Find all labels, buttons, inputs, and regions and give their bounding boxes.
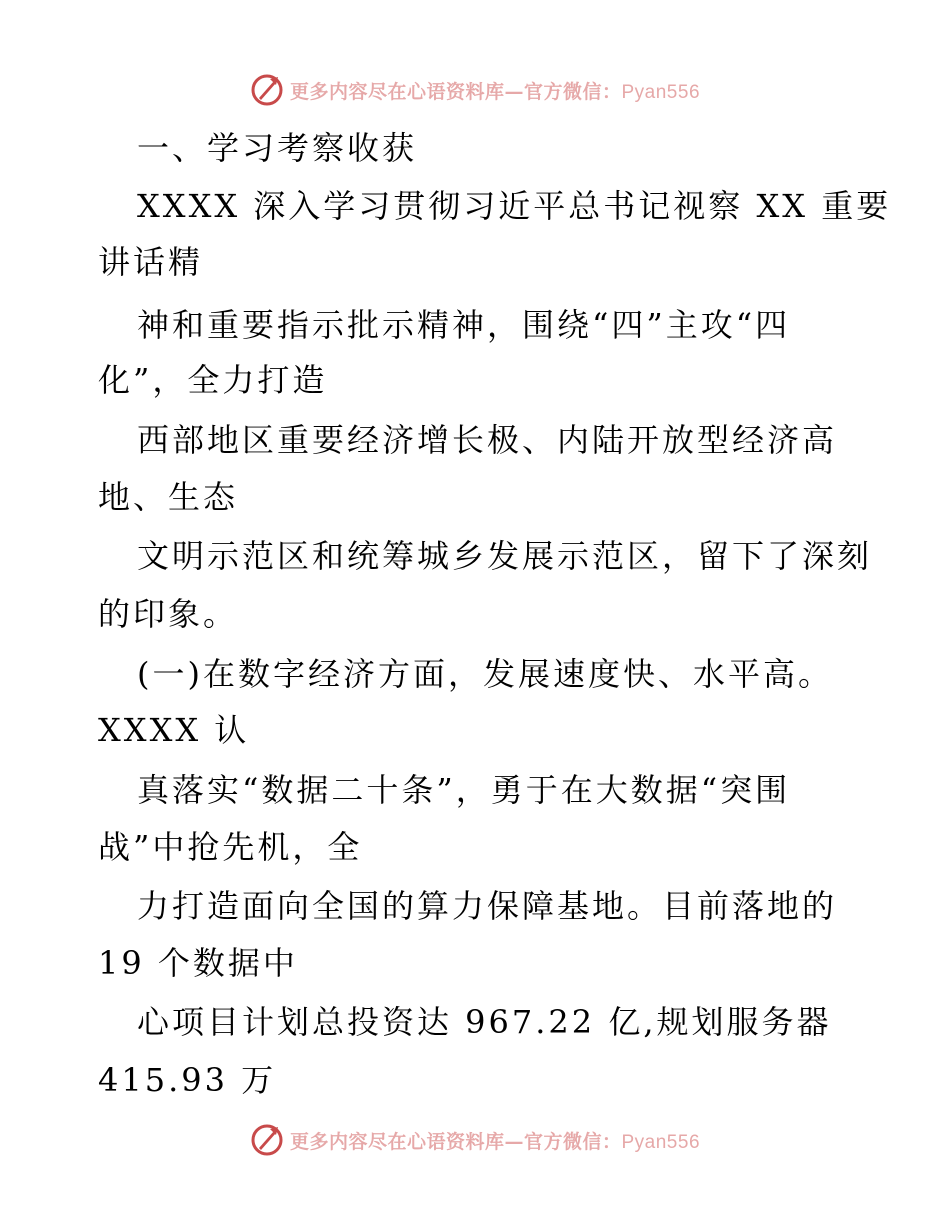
paragraph-line: XXXX 深入学习贯彻习近平总书记视察 XX 重要	[137, 187, 892, 225]
watermark-separator: —	[504, 1130, 524, 1153]
quill-logo-icon	[250, 1123, 284, 1157]
paragraph-line: 力打造面向全国的算力保障基地。目前落地的	[137, 887, 838, 925]
watermark-official-label: 官方微信：	[523, 1130, 622, 1153]
paragraph-line: 化”，全力打造	[98, 361, 328, 399]
watermark-footer	[0, 1120, 950, 1160]
paragraph-line: 真落实“数据二十条”，勇于在大数据“突围	[137, 771, 791, 809]
watermark-separator: —	[504, 80, 524, 103]
watermark-site-name: 更多内容尽在心语资料库	[289, 1130, 505, 1153]
paragraph-line: 文明示范区和统筹城乡发展示范区，留下了深刻	[137, 537, 873, 575]
watermark-wechat-id: Pyan556	[621, 1131, 701, 1153]
watermark-wechat-id: Pyan556	[621, 81, 701, 103]
paragraph-line: XXXX 认	[98, 711, 250, 749]
paragraph-line: 地、生态	[98, 478, 239, 516]
section-heading: 一、学习考察收获	[137, 129, 418, 167]
paragraph-line: 415.93 万	[98, 1061, 277, 1099]
paragraph-line: 的印象。	[98, 595, 239, 633]
paragraph-line: 神和重要指示批示精神，围绕“四”主攻“四	[137, 306, 791, 344]
paragraph-line: 讲话精	[98, 243, 204, 281]
watermark-official-label: 官方微信：	[523, 80, 622, 103]
paragraph-line: 心项目计划总投资达 967.22 亿,规划服务器	[137, 1003, 832, 1041]
paragraph-line: 战”中抢先机，全	[98, 828, 363, 866]
paragraph-line: 19 个数据中	[98, 944, 298, 982]
subsection-heading: (一)在数字经济方面，发展速度快、水平高。	[137, 655, 833, 693]
paragraph-line: 西部地区重要经济增长极、内陆开放型经济高	[137, 421, 838, 459]
watermark-text	[290, 1127, 700, 1154]
watermark-site-name: 更多内容尽在心语资料库	[289, 80, 505, 103]
